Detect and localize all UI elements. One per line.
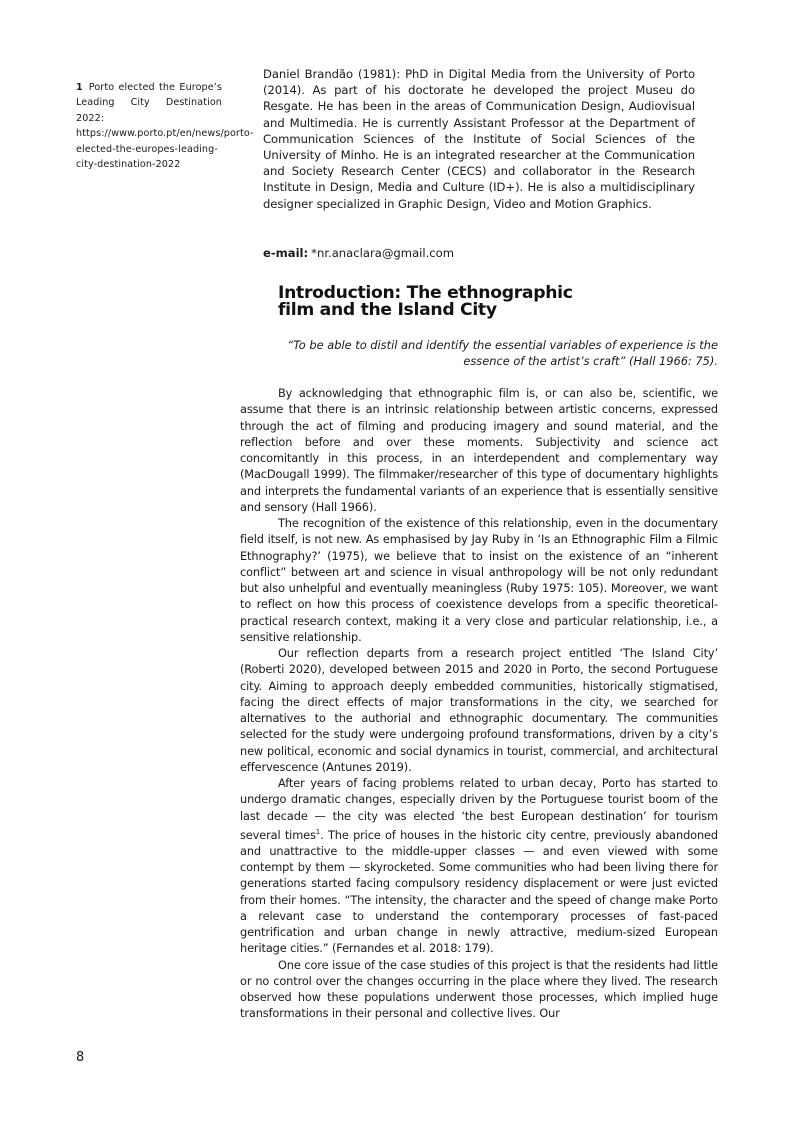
footnote: [76, 80, 254, 172]
author-email: [263, 245, 695, 261]
paragraph-4: [240, 775, 718, 957]
paragraph-5: One core issue of the case studies of this project is that the residents had little or no control over the changes occurring in the place where they lived. The research observed how these populations underwent those processes, which implied huge transformations in their personal and collective lives. Our: [240, 957, 718, 1021]
paragraph-4-text-a: After years of facing problems related to urban decay, Porto has started to undergo dramatic changes, especially driven by the Portuguese tourist boom of the last decade — the city was elected ‘the best European destination’ for tourism several times: [240, 776, 718, 842]
footnote-reference[interactable]: 1: [315, 827, 321, 836]
footnote-text: Porto elected the Europe’s Leading City Destination 2022: https://www.porto.pt/en/news/porto-elected-the-europes-leading-city-destination-2022: [76, 82, 254, 171]
page-number: 8: [76, 1050, 85, 1065]
footnote-number: 1: [76, 82, 83, 93]
author-bio: Daniel Brandão (1981): PhD in Digital Media from the University of Porto (2014). As part of his doctorate he developed the project Museu do Resgate. He has been in the areas of Communication Design, Audiovisual and Multimedia. He is currently Assistant Professor at the Department of Communication Sciences of the Institute of Social Sciences of the University of Minho. He is an integrated researcher at the Communication and Society Research Center (CECS) and collaborator in the Research Institute in Design, Media and Culture (ID+). He is also a multidisciplinary designer specialized in Graphic Design, Video and Motion Graphics.: [263, 67, 695, 211]
body-text: [240, 385, 718, 1022]
email-address[interactable]: *nr.anaclara@gmail.com: [311, 246, 455, 260]
heading-line-2: film and the Island City: [278, 299, 497, 320]
epigraph-line-2: essence of the artist’s craft” (Hall 1966: 75).: [463, 354, 718, 369]
epigraph-quote: [250, 337, 718, 370]
email-label: e-mail:: [263, 246, 309, 260]
epigraph-line-1: “To be able to distil and identify the essential variables of experience is the: [287, 338, 718, 352]
paragraph-3: Our reflection departs from a research project entitled ‘The Island City’ (Roberti 2020), developed between 2015 and 2020 in Porto, the second Portuguese city. Aiming to approach deeply embedded communities, historically stigmatised, facing the direct effects of major transformations in the city, we searched for alternatives to the authorial and ethnographic documentary. The communities selected for the study were undergoing profound transformations, driven by a city’s new political, economic and social dynamics in tourist, commercial, and architectural effervescence (Antunes 2019).: [240, 646, 718, 774]
section-heading: [278, 285, 658, 318]
paragraph-1: By acknowledging that ethnographic film is, or can also be, scientific, we assume that there is an intrinsic relationship between artistic concerns, expressed through the act of filming and producing imagery and sound material, and the reflection before and over these moments. Subjectivity and science act concomitantly in this process, in an interdependent and complementary way (MacDougall 1999). The filmmaker/researcher of this type of documentary highlights and interprets the fundamental variants of an experience that is essentially sensitive and sensory (Hall 1966).: [240, 386, 718, 514]
heading-line-1: Introduction: The ethnographic: [278, 283, 573, 303]
paragraph-4-text-b: . The price of houses in the historic city centre, previously abandoned and unattractive to the middle-upper classes — and even viewed with some contempt by them — skyrocketed. Some communities who had been living there for generations started facing compulsory residency displacement or were just evicted from their homes. “The intensity, the character and the speed of change make Porto a relevant case to understand the contemporary processes of fast-paced gentrification and urban change in newly attractive, medium-sized European heritage cities.” (Fernandes et al. 2018: 179).: [240, 827, 718, 956]
paragraph-2: The recognition of the existence of this relationship, even in the documentary field itself, is not new. As emphasised by Jay Ruby in ‘Is an Ethnographic Film a Filmic Ethnography?’ (1975), we believe that to insist on the existence of an “inherent conflict” between art and science in visual anthropology will be not only redundant but also unhelpful and eventually meaningless (Ruby 1975: 105). Moreover, we want to reflect on how this process of coexistence develops from a specific theoretical-practical research context, making it a very close and particular relationship, i.e., a sensitive relationship.: [240, 516, 718, 644]
